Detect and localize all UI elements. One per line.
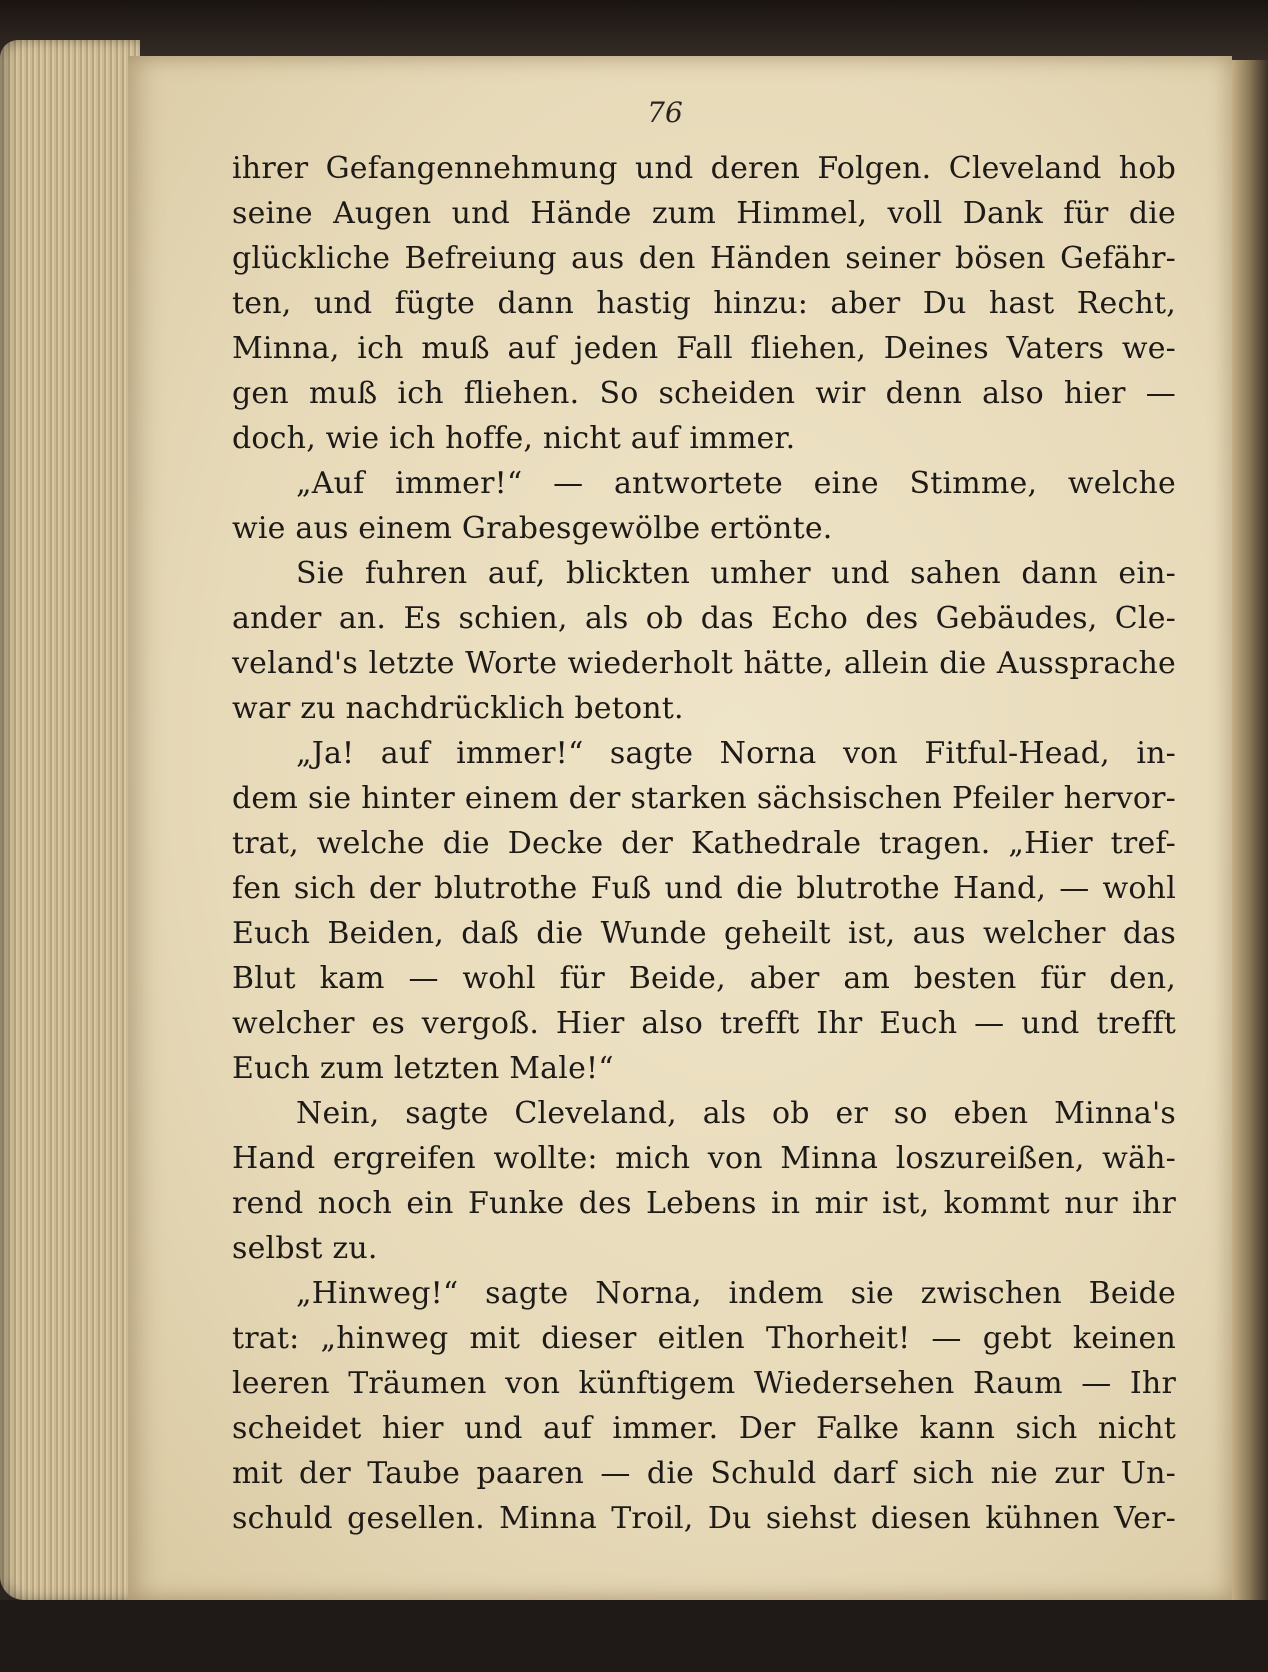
text-line: Nein, sagte Cleveland, als ob er so eben Minna's — [296, 1096, 1176, 1131]
body-text — [232, 146, 1176, 1541]
text-line: „Hinweg!“ sagte Norna, indem sie zwischen Beide — [296, 1276, 1176, 1311]
text-line: trat, welche die Decke der Kathedrale tragen. „Hier tref- — [232, 826, 1176, 861]
text-line: „Ja! auf immer!“ sagte Norna von Fitful-Head, in- — [296, 736, 1176, 771]
text-line: dem sie hinter einem der starken sächsischen Pfeiler hervor- — [232, 781, 1176, 816]
text-line: ihrer Gefangennehmung und deren Folgen. Cleveland hob — [232, 151, 1176, 186]
text-line: „Auf immer!“ — antwortete eine Stimme, welche — [296, 466, 1176, 501]
right-book-edge — [1230, 60, 1268, 1672]
text-line: Hand ergreifen wollte: mich von Minna loszureißen, wäh- — [232, 1141, 1176, 1176]
text-line: Euch Beiden, daß die Wunde geheilt ist, aus welcher das — [232, 916, 1176, 951]
text-line: ten, und fügte dann hastig hinzu: aber Du hast Recht, — [232, 286, 1176, 321]
text-line: doch, wie ich hoffe, nicht auf immer. — [232, 421, 796, 456]
text-line: Euch zum letzten Male!“ — [232, 1051, 614, 1086]
text-line: selbst zu. — [232, 1231, 378, 1266]
text-line: mit der Taube paaren — die Schuld darf sich nie zur Un- — [232, 1456, 1176, 1491]
text-line: ander an. Es schien, als ob das Echo des Gebäudes, Cle- — [232, 601, 1176, 636]
page-stack-edge — [0, 40, 140, 1600]
dark-bottom — [0, 1600, 1268, 1672]
text-line: schuld gesellen. Minna Troil, Du siehst diesen kühnen Ver- — [232, 1501, 1176, 1536]
text-line: leeren Träumen von künftigem Wiedersehen Raum — Ihr — [232, 1366, 1176, 1401]
text-line: Sie fuhren auf, blickten umher und sahen dann ein- — [296, 556, 1176, 591]
text-line: scheidet hier und auf immer. Der Falke kann sich nicht — [232, 1411, 1176, 1446]
page-number: 76 — [647, 96, 683, 129]
text-line: glückliche Befreiung aus den Händen seiner bösen Gefähr- — [232, 241, 1176, 276]
text-line: veland's letzte Worte wiederholt hätte, allein die Aussprache — [232, 646, 1176, 681]
text-line: wie aus einem Grabesgewölbe ertönte. — [232, 511, 833, 546]
text-line: gen muß ich fliehen. So scheiden wir denn also hier — — [232, 376, 1176, 411]
text-line: Blut kam — wohl für Beide, aber am besten für den, — [232, 961, 1176, 996]
text-line: welcher es vergoß. Hier also trefft Ihr Euch — und trefft — [232, 1006, 1176, 1041]
text-line: seine Augen und Hände zum Himmel, voll Dank für die — [232, 196, 1176, 231]
text-line: war zu nachdrücklich betont. — [232, 691, 684, 726]
text-line: Minna, ich muß auf jeden Fall fliehen, Deines Vaters we- — [232, 331, 1176, 366]
text-line: trat: „hinweg mit dieser eitlen Thorheit! — gebt keinen — [232, 1321, 1176, 1356]
text-line: fen sich der blutrothe Fuß und die blutrothe Hand, — wohl — [232, 871, 1176, 906]
text-line: rend noch ein Funke des Lebens in mir ist, kommt nur ihr — [232, 1186, 1176, 1221]
